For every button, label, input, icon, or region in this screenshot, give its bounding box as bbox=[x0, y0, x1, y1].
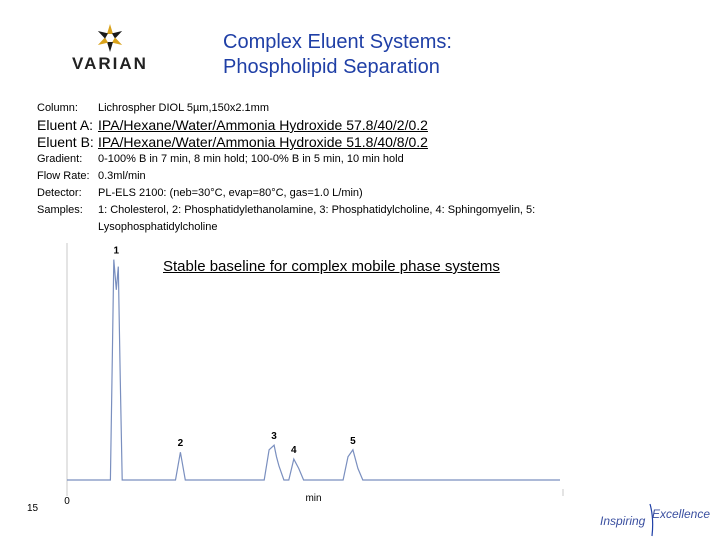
param-row bbox=[37, 185, 597, 202]
param-value: 0-100% B in 7 min, 8 min hold; 100-0% B in 5 min, 10 min hold bbox=[98, 153, 404, 165]
footer-tagline-inspiring: Inspiring bbox=[600, 514, 646, 528]
param-value: IPA/Hexane/Water/Ammonia Hydroxide 57.8/40/2/0.2 bbox=[98, 117, 428, 133]
param-label: Flow Rate: bbox=[37, 170, 90, 182]
param-row bbox=[37, 117, 597, 134]
param-value: IPA/Hexane/Water/Ammonia Hydroxide 51.8/40/8/0.2 bbox=[98, 134, 428, 150]
chart-caption: Stable baseline for complex mobile phase systems bbox=[163, 258, 500, 275]
param-label: Eluent A: bbox=[37, 117, 94, 133]
param-label: Eluent B: bbox=[37, 134, 94, 150]
peak-label: 4 bbox=[290, 445, 297, 457]
peak-label: 1 bbox=[113, 245, 120, 257]
slide-title-line2: Phospholipid Separation bbox=[223, 56, 440, 78]
peak-label: 2 bbox=[177, 438, 184, 450]
x-tick-label: 0 bbox=[64, 496, 70, 507]
chromatogram-chart bbox=[55, 238, 575, 508]
param-label: Detector: bbox=[37, 187, 82, 199]
param-row bbox=[37, 151, 597, 168]
footer-tagline-excellence: Excellence bbox=[652, 507, 711, 521]
chromatogram-trace bbox=[67, 260, 560, 480]
param-value: 0.3ml/min bbox=[98, 170, 146, 182]
slide-title-line1: Complex Eluent Systems: bbox=[223, 31, 452, 53]
slide-title bbox=[223, 30, 603, 80]
method-parameters bbox=[37, 100, 597, 236]
peak-label: 5 bbox=[350, 435, 356, 447]
param-row bbox=[37, 168, 597, 185]
param-row bbox=[37, 202, 597, 236]
param-row bbox=[37, 134, 597, 151]
slide-number: 15 bbox=[27, 503, 39, 514]
x-axis-label: min bbox=[305, 493, 322, 504]
param-label: Column: bbox=[37, 102, 78, 114]
peak-label: 3 bbox=[271, 431, 277, 443]
param-label: Gradient: bbox=[37, 153, 83, 165]
param-value: PL-ELS 2100: (neb=30°C, evap=80°C, gas=1.0 L/min) bbox=[98, 187, 363, 199]
varian-wordmark: VARIAN bbox=[72, 54, 148, 73]
param-row bbox=[37, 100, 597, 117]
param-value: 1: Cholesterol, 2: Phosphatidylethanolamine, 3: Phosphatidylcholine, 4: Sphingomyelin, 5: Lysophosphatidylcholine bbox=[98, 204, 536, 233]
param-label: Samples: bbox=[37, 204, 83, 216]
param-value: Lichrospher DIOL 5µm,150x2.1mm bbox=[98, 102, 269, 114]
